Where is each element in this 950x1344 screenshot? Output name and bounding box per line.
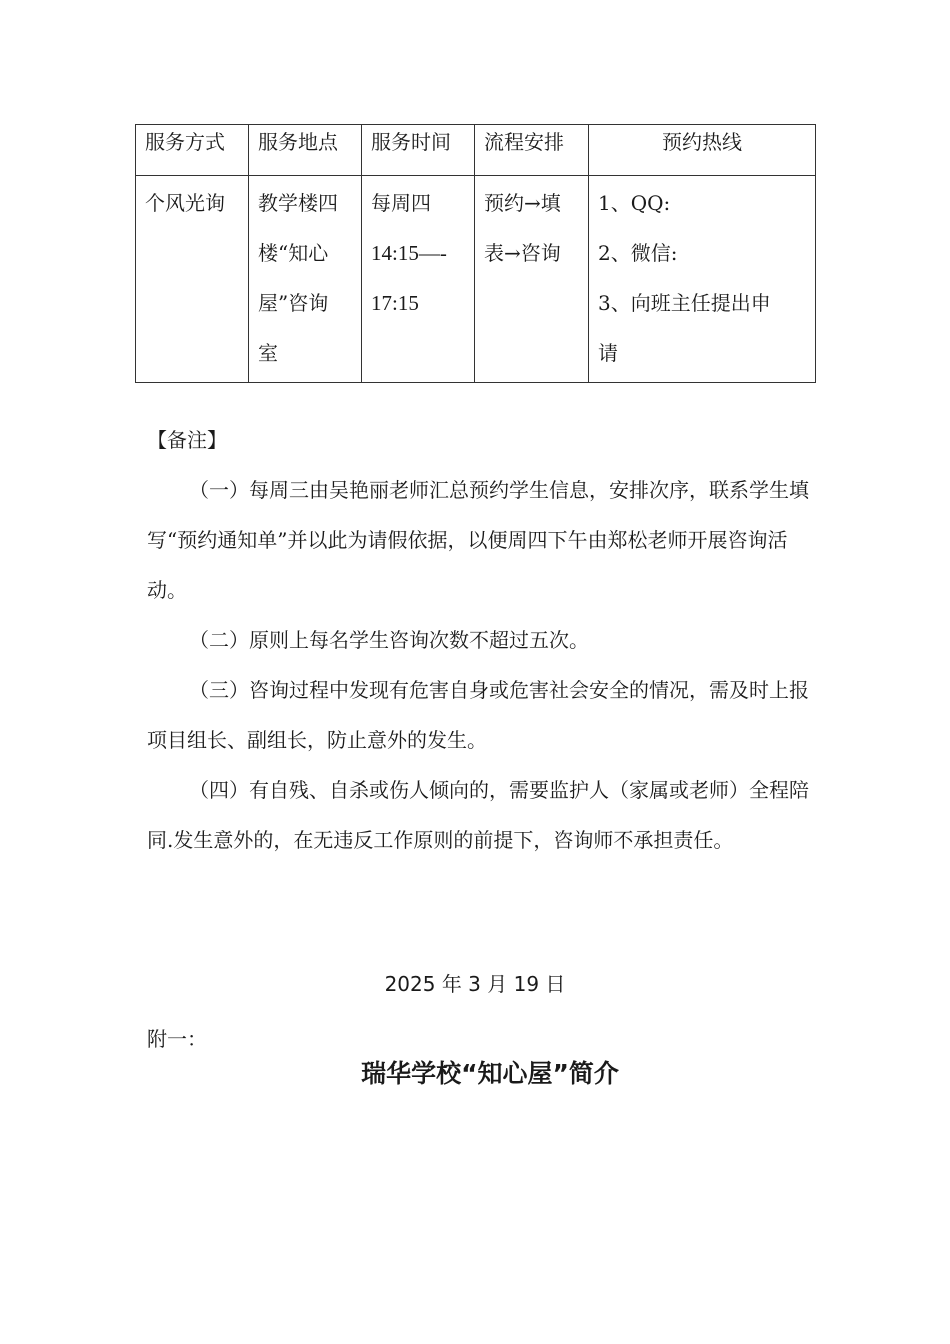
header-process: 流程安排 bbox=[475, 125, 589, 176]
cell-line: 2、微信: bbox=[598, 241, 678, 265]
header-service-location: 服务地点 bbox=[249, 125, 362, 176]
document-title: 瑞华学校“知心屋”简介 bbox=[361, 1059, 619, 1088]
header-hotline: 预约热线 bbox=[589, 125, 816, 176]
table-header-row bbox=[136, 125, 816, 176]
cell-time bbox=[362, 176, 475, 383]
cell-method bbox=[136, 176, 249, 383]
cell-line: 14:15—- bbox=[371, 241, 447, 265]
cell-hotline bbox=[589, 176, 816, 383]
header-service-method: 服务方式 bbox=[136, 125, 249, 176]
document-date: 2025 年 3 月 19 日 bbox=[384, 972, 566, 996]
cell-line: 个风光询 bbox=[145, 191, 225, 215]
service-table bbox=[135, 124, 816, 383]
table-row bbox=[136, 176, 816, 383]
notes-heading: 【备注】 bbox=[147, 428, 227, 452]
cell-location bbox=[249, 176, 362, 383]
note-item: （四）有自残、自杀或伤人倾向的，需要监护人（家属或老师）全程陪同.发生意外的，在无违反工作原则的前提下，咨询师不承担责任。 bbox=[147, 778, 809, 852]
note-item: （一）每周三由吴艳丽老师汇总预约学生信息，安排次序，联系学生填写“预约通知单”并以此为请假依据，以便周四下午由郑松老师开展咨询活动。 bbox=[147, 478, 809, 602]
cell-line: 预约→填 bbox=[484, 191, 561, 215]
header-service-time: 服务时间 bbox=[362, 125, 475, 176]
cell-line: 室 bbox=[258, 341, 278, 365]
cell-process bbox=[475, 176, 589, 383]
notes-section bbox=[147, 415, 812, 865]
cell-line: 楼“知心 bbox=[258, 241, 329, 265]
cell-line: 3、向班主任提出申 bbox=[598, 291, 771, 315]
cell-line: 每周四 bbox=[371, 191, 431, 215]
note-item: （二）原则上每名学生咨询次数不超过五次。 bbox=[189, 628, 589, 652]
cell-line: 教学楼四 bbox=[258, 191, 338, 215]
cell-line: 请 bbox=[598, 341, 618, 365]
cell-line: 屋”咨询 bbox=[258, 291, 329, 315]
note-item: （三）咨询过程中发现有危害自身或危害社会安全的情况，需及时上报项目组长、副组长，防止意外的发生。 bbox=[147, 678, 809, 752]
appendix-label: 附一： bbox=[147, 1027, 207, 1051]
cell-line: 1、QQ: bbox=[598, 191, 671, 215]
cell-line: 17:15 bbox=[371, 291, 419, 315]
cell-line: 表→咨询 bbox=[484, 241, 561, 265]
